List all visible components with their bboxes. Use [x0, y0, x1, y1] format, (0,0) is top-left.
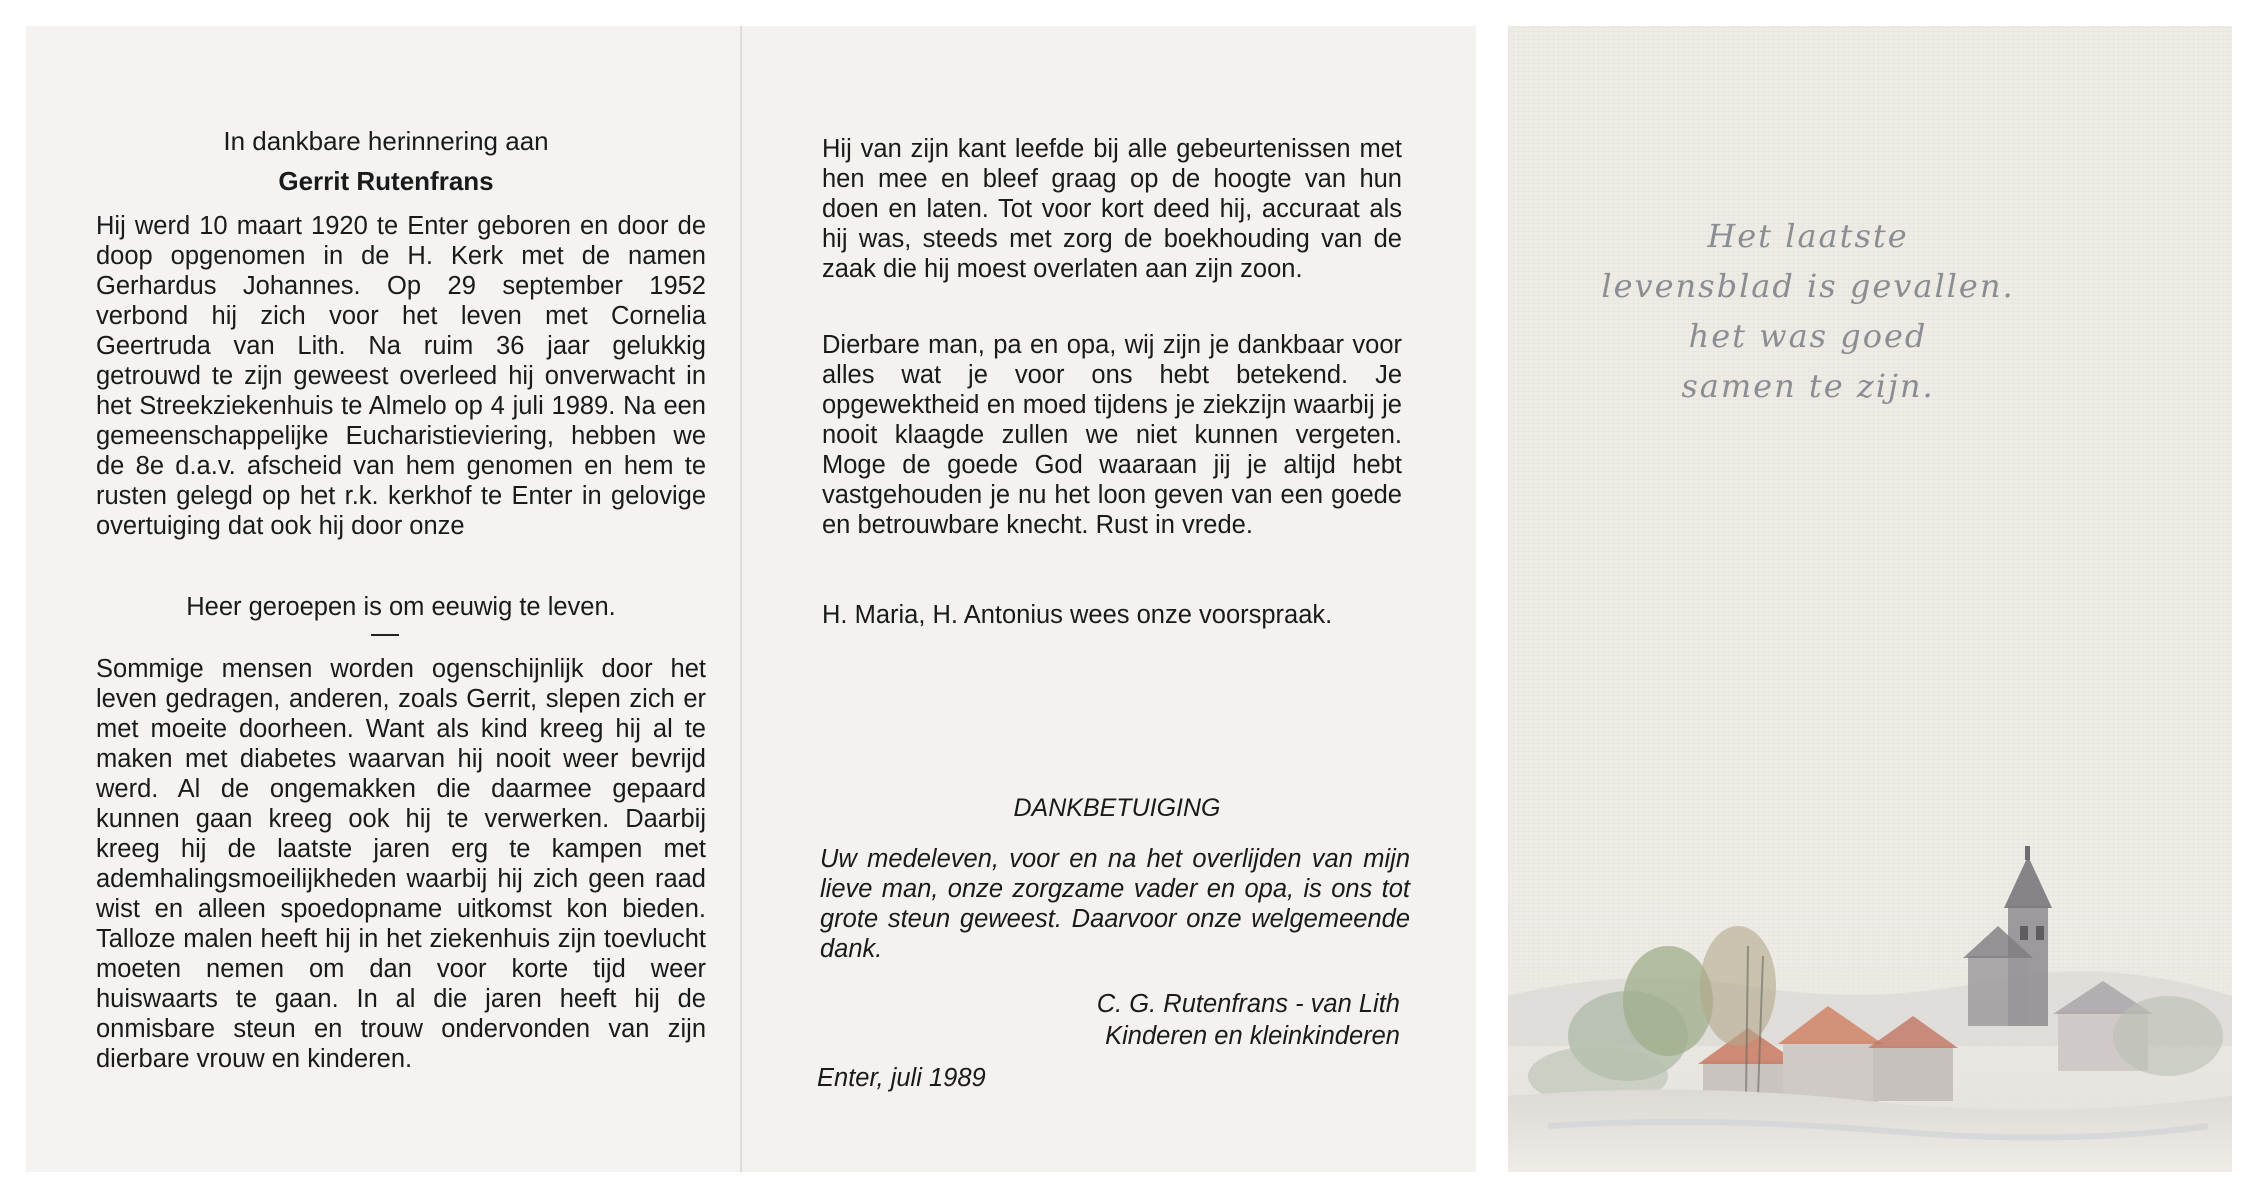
prayer-line: H. Maria, H. Antonius wees onze voorspraak. — [822, 601, 1333, 629]
thanks-text: Uw medeleven, voor en na het overlijden van mijn lieve man, onze zorgzame vader en opa, is ons tot grote steun geweest. Daarvoor onze welgemeende dank. — [820, 845, 1410, 963]
deceased-name: Gerrit Rutenfrans — [278, 166, 494, 196]
character-paragraph: Hij van zijn kant leefde bij alle gebeurtenissen met hen mee en bleef graag op de hoogte van hun doen en laten. Tot voor kort deed hij, accuraat als hij was, steeds met zorg de boekhouding van de zaak die hij moest overlaten aan zijn zoon. — [822, 135, 1402, 283]
signature-line-widow: C. G. Rutenfrans - van Lith — [1096, 990, 1400, 1018]
poem-line: samen te zijn. — [1681, 367, 1935, 405]
biography-paragraph: Hij werd 10 maart 1920 te Enter geboren en door de doop opgenomen in de H. Kerk met de namen Gerhardus Johannes. Op 29 september 1952 verbond hij zich voor het leven met Cornelia Geertruda van Lith. Na ruim 36 jaar gelukkig getrouwd te zijn geweest overleed hij onverwacht in het Streekziekenhuis te Almelo op 4 juli 1989. Na een gemeenschappelijke Eucharistieviering, hebben we de 8e d.a.v. afscheid van hem genomen en hem te rusten gelegd op het r.k. kerkhof te Enter in gelovige overtuiging dat ook hij door onze — [96, 212, 706, 540]
poem-line: het was goed — [1688, 317, 1928, 355]
village-watercolor-illustration — [1508, 846, 2232, 1172]
farewell-paragraph: Dierbare man, pa en opa, wij zijn je dankbaar voor alles wat je voor ons hebt betekend. Je opgewektheid en moed tijdens je ziekzijn waarbij je nooit klaagde zullen we niet kunnen vergeten. Moge de goede God waaraan jij je altijd hebt vastgehouden je nu het loon geven van een goede en betrouwbare knecht. Rust in vrede. — [822, 331, 1402, 539]
left-inner-panel — [26, 26, 742, 1172]
signature-line-family: Kinderen en kleinkinderen — [1105, 1022, 1400, 1050]
poem-line: Het laatste — [1707, 217, 1909, 255]
place-date: Enter, juli 1989 — [817, 1064, 986, 1092]
cover-panel — [1508, 26, 2232, 1172]
thanks-heading: DANKBETUIGING — [1013, 794, 1221, 822]
section-separator — [371, 634, 399, 636]
middle-inner-panel — [742, 26, 1476, 1172]
intro-line: In dankbare herinnering aan — [223, 126, 549, 156]
poem-line: levensblad is gevallen. — [1601, 267, 2015, 305]
signature-block — [1097, 988, 1400, 1052]
life-story-paragraph: Sommige mensen worden ogenschijnlijk door het leven gedragen, anderen, zoals Gerrit, slepen zich er met moeite doorheen. Want als kind kreeg hij al te maken met diabetes waarvan hij nooit weer bevrijd werd. Al de ongemakken die daarmee gepaard kunnen gaan kreeg ook hij te verwerken. Daarbij kreeg hij de laatste jaren erg te kampen met ademhalingsmoeilijkheden waarbij hij zich geen raad wist en alleen spoedopname uitkomst kon bieden. Talloze malen heeft hij in het ziekenhuis zijn toevlucht moeten nemen om dan voor korte tijd weer huiswaarts te gaan. In al die jaren heeft hij de onmisbare steun en trouw ondervonden van zijn dierbare vrouw en kinderen. — [96, 655, 706, 1073]
cover-poem — [1508, 211, 2108, 411]
biography-closing-line: Heer geroepen is om eeuwig te leven. — [186, 593, 616, 621]
